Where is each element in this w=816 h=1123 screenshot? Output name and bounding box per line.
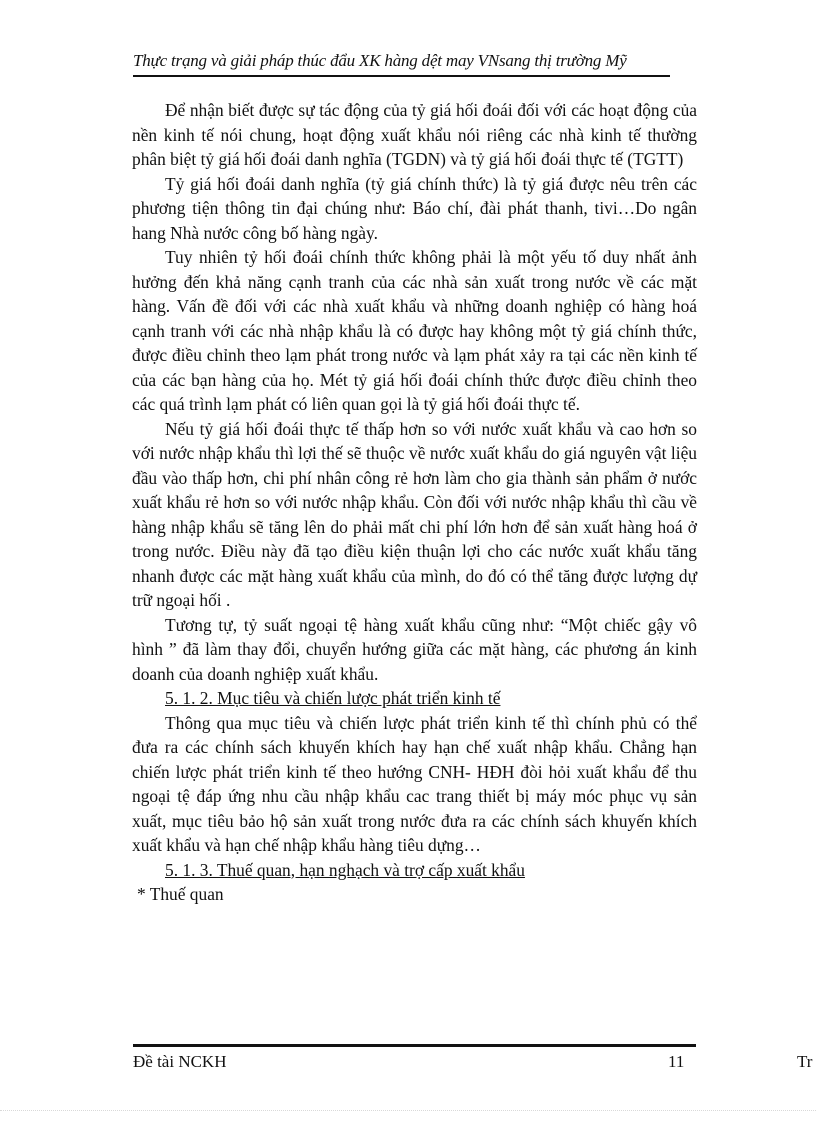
- section-heading-5-1-2: 5. 1. 2. Mục tiêu và chiến lược phát triển kinh tế: [165, 688, 501, 708]
- bullet-thue-quan: * Thuế quan: [137, 884, 224, 904]
- footer-title: Đề tài NCKH: [133, 1052, 227, 1071]
- footer-cut-text: Tr: [797, 1052, 813, 1071]
- section-heading-5-1-3: 5. 1. 3. Thuế quan, hạn nghạch và trợ cấp xuất khẩu: [165, 859, 525, 880]
- paragraph-4: Nếu tỷ giá hối đoái thực tế thấp hơn so với nước xuất khẩu và cao hơn so với nước nhập khẩu thì lợi thế sẽ thuộc về nước xuất khẩu do giá nguyên vật liệu đầu vào thấp hơn, chi phí nhân công rẻ hơn làm cho gia thành sản phẩm ở nước xuất khẩu rẻ hơn so với nước nhập khẩu. Còn đối với nước nhập khẩu thì cầu về hàng nhập khẩu sẽ tăng lên do phải mất chi phí lớn hơn để sản xuất hàng hoá ở trong nước. Điều này đã tạo điều kiện thuận lợi cho các nước xuất khẩu tăng nhanh được các mặt hàng xuất khẩu của mình, do đó có thể tăng được lượng dự trữ ngoại hối .: [132, 418, 697, 610]
- running-header: Thực trạng và giải pháp thúc đẩu XK hàng dệt may VNsang thị trường Mỹ: [133, 51, 627, 70]
- page-number: 11: [668, 1052, 685, 1071]
- paragraph-3: Tuy nhiên tỷ hối đoái chính thức không phải là một yếu tố duy nhất ảnh hưởng đến khả năng cạnh tranh của các nhà sản xuất trong nước về các mặt hàng. Vấn đề đối với các nhà xuất khẩu và những doanh nghiệp có hàng hoá cạnh tranh với các nhà nhập khẩu là có được hay không một tỷ giá chính thức, được điều chỉnh theo lạm phát trong nước và lạm phát xảy ra tại các nền kinh tế của các bạn hàng của họ. Mét tỷ giá hối đoái chính thức được điều chỉnh theo các quá trình lạm phát có liên quan gọi là tỷ giá hối đoái thực tế.: [132, 247, 697, 414]
- document-body: [132, 98, 697, 907]
- footer-rule: [133, 1044, 696, 1047]
- paragraph-6: Thông qua mục tiêu và chiến lược phát triển kinh tế thì chính phủ có thể đưa ra các chính sách khuyến khích hay hạn chế xuất nhập khẩu. Chẳng hạn chiến lược phát triển kinh tế theo hướng CNH- HĐH đòi hỏi xuất khẩu để thu ngoại tệ đáp ứng nhu cầu nhập khẩu cac trang thiết bị máy móc phục vụ sản xuất, mục tiêu bảo hộ sản xuất trong nước đưa ra các chính sách khuyến khích xuất khẩu và hạn chế nhập khẩu hàng tiêu dựng…: [132, 712, 697, 855]
- paragraph-5: Tương tự, tỷ suất ngoại tệ hàng xuất khẩu cũng như: “Một chiếc gậy vô hình ” đã làm thay đổi, chuyển hướng giữa các mặt hàng, các phương án kinh doanh của doanh nghiệp xuất khẩu.: [132, 614, 697, 684]
- paragraph-2: Tỷ giá hối đoái danh nghĩa (tỷ giá chính thức) là tỷ giá được nêu trên các phương tiện thông tin đại chúng như: Báo chí, đài phát thanh, tivi…Do ngân hang Nhà nước công bố hàng ngày.: [132, 173, 697, 243]
- header-rule: [133, 75, 670, 77]
- page-edge-dots: [0, 1110, 816, 1111]
- paragraph-1: Để nhận biết được sự tác động của tỷ giá hối đoái đối với các hoạt động của nền kinh tế nói chung, hoạt động xuất khẩu nói riêng các nhà kinh tế thường phân biệt tỷ giá hối đoái danh nghĩa (TGDN) và tỷ giá hối đoái thực tế (TGTT): [132, 100, 697, 169]
